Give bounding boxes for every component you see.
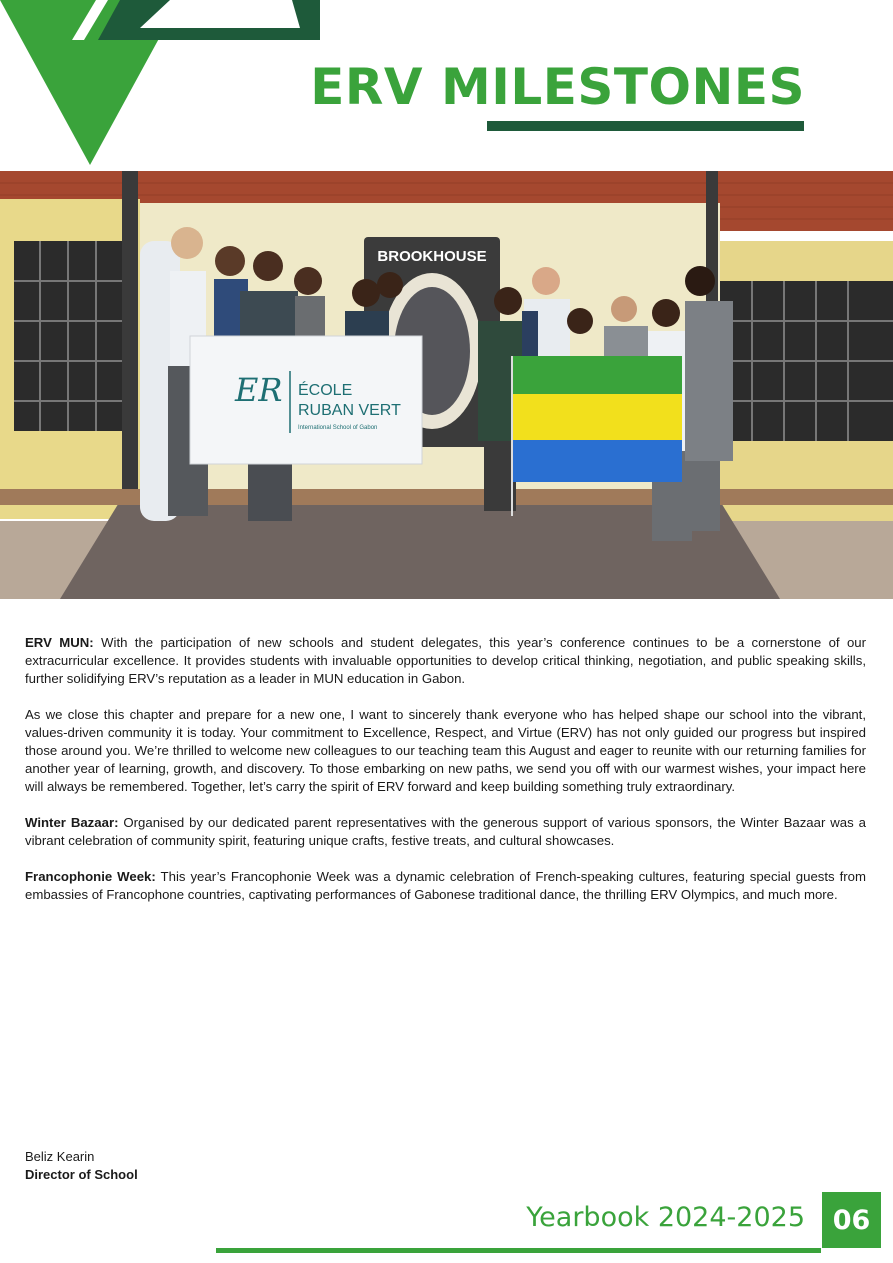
footer-yearbook-label: Yearbook 2024-2025 — [526, 1202, 805, 1233]
lead-erv-mun: ERV MUN: — [25, 635, 94, 650]
lead-francophonie: Francophonie Week: — [25, 869, 156, 884]
lead-winter-bazaar: Winter Bazaar: — [25, 815, 119, 830]
banner-monogram: ER — [235, 371, 283, 409]
group-photo — [0, 171, 893, 599]
text-erv-mun: With the participation of new schools and student delegates, this year’s conference continues to be a cornerstone of our extracurricular excellence. It provides students with invaluable opportunities to develop critical thinking, negotiation, and public speaking skills, further solidifying ERV’s reputation as a leader in MUN education in Gabon. — [25, 635, 866, 686]
title-underline — [487, 121, 804, 131]
page-number: 06 — [822, 1192, 881, 1248]
signature-block — [25, 1148, 138, 1184]
banner-subtitle: International School of Gabon — [298, 425, 378, 431]
banner-line2: RUBAN VERT — [298, 402, 401, 419]
paragraph-erv-mun — [25, 634, 866, 688]
signature-name: Beliz Kearin — [25, 1149, 95, 1164]
paragraph-closing — [25, 706, 866, 796]
text-francophonie: This year’s Francophonie Week was a dynamic celebration of French-speaking cultures, featuring special guests from embassies of Francophone countries, captivating performances of Gabonese traditional dance, the thrilling ERV Olympics, and much more. — [25, 869, 866, 902]
banner-line1: ÉCOLE — [298, 382, 353, 399]
paragraph-winter-bazaar — [25, 814, 866, 850]
text-closing: As we close this chapter and prepare for a new one, I want to sincerely thank everyone who has helped shape our school into the vibrant, values-driven community it is today. Your commitment to Excellence, Respect, and Virtue (ERV) has not only guided our progress but inspired those around you. We’re thrilled to welcome new colleagues to our teaching team this August and eager to reunite with our returning families for another year of learning, growth, and discovery. To those embarking on new paths, we send you off with our warmest wishes, your impact here will always be remembered. Together, let’s carry the spirit of ERV forward and keep building something truly extraordinary. — [25, 707, 866, 794]
signature-role: Director of School — [25, 1167, 138, 1182]
page-title: ERV MILESTONES — [310, 58, 805, 116]
paragraph-francophonie — [25, 868, 866, 904]
text-winter-bazaar: Organised by our dedicated parent representatives with the generous support of various sponsors, the Winter Bazaar was a vibrant celebration of community spirit, featuring unique crafts, festive treats, and cultural showcases. — [25, 815, 866, 848]
article-body — [25, 634, 866, 922]
building-sign-text: BROOKHOUSE — [377, 248, 487, 265]
footer-rule — [216, 1248, 821, 1253]
corner-triangle-decoration — [0, 0, 330, 170]
